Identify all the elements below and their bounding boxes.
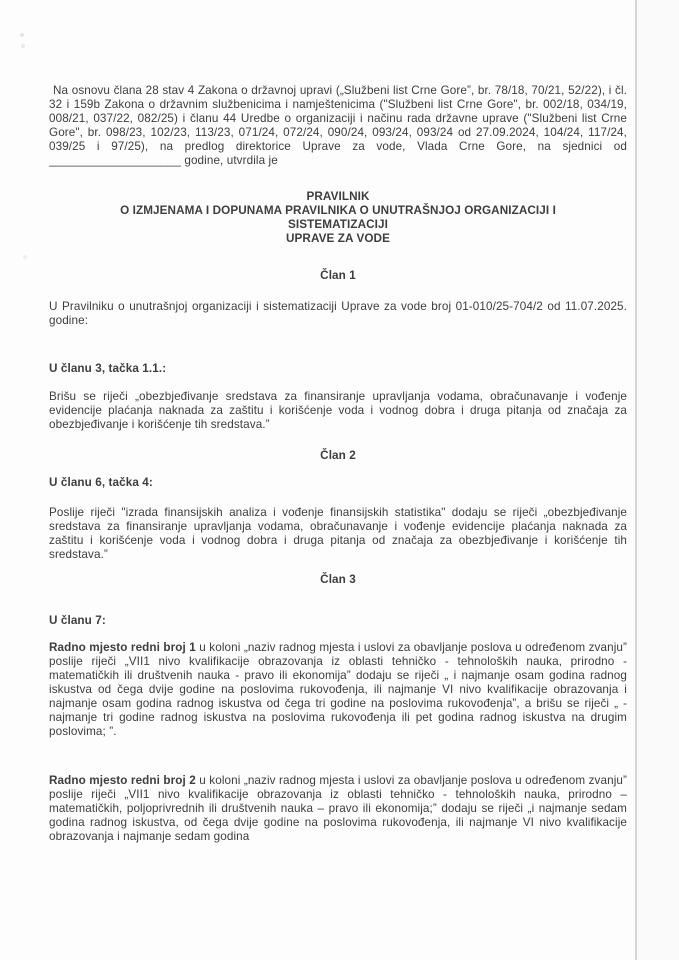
radno-mjesto-1-paragraph	[49, 641, 627, 739]
clan-3-heading: Član 3	[320, 573, 356, 586]
clan-1-intro: U Pravilniku o unutrašnjoj organizaciji i sistematizaciji Uprave za vode broj 01-010/25-704/2 od 11.07.2025. godine:	[49, 300, 627, 327]
title-line-pravilnik: PRAVILNIK	[306, 190, 370, 203]
scan-edge-strip	[637, 0, 679, 960]
clan-2-sub-heading: U članu 6, tačka 4:	[49, 476, 153, 489]
radno-mjesto-1-text: u koloni „naziv radnog mjesta i uslovi za obavljanje poslova u određenom zvanju” poslije riječi „VII1 nivo kvalifikacije obrazovanja iz oblasti tehničko - tehnoloških nauka, prirodno -matematičkih ili društvenih nauka - pravo ili ekonomija” dodaju se riječi „ i najmanje osam godina radnog iskustva od čega dvije godine na poslovima rukovođenja, ili najmanje VI nivo kvalifikacije obrazovanja i najmanje osam godina radnog iskustva od čega tri godine na poslovima rukovođenja”, a brišu se riječi „ -najmanje tri godine radnog iskustva na poslovima rukovođenja ili pet godina radnog iskustva na drugim poslovima; ”.	[49, 641, 627, 738]
clan-2-body: Poslije riječi "izrada finansijskih analiza i vođenje finansijskih statistika" dodaju se riječi „obezbjeđivanje sredstava za finansiranje upravljanja vodama, obračunavanje i vođenje evidencije plaćanja naknada za zaštitu i korišćenje voda i vodnog dobra i druga pitanja od značaja za obezbjeđivanje i korišćenje tih sredstava.”	[49, 506, 627, 561]
document-content	[49, 84, 627, 844]
radno-mjesto-2-lead: Radno mjesto redni broj 2	[49, 774, 196, 787]
radno-mjesto-1-lead: Radno mjesto redni broj 1	[49, 641, 196, 654]
radno-mjesto-2-text: u koloni „naziv radnog mjesta i uslovi za obavljanje poslova u određenom zvanju” poslije riječi „VII1 nivo kvalifikacije obrazovanja iz oblasti tehničko - tehnoloških nauka, prirodno –matematičkih, poljoprivrednih ili društvenih nauka – pravo ili ekonomija;” dodaju se riječi „i najmanje sedam godina radnog iskustva, od čega dvije godine na poslovima rukovođenja, ili najmanje VI nivo kvalifikacije obrazovanja i najmanje sedam godina	[49, 774, 627, 843]
page-edge	[635, 0, 637, 960]
document-title	[78, 190, 598, 246]
title-line-sistematizacija: SISTEMATIZACIJI	[288, 218, 388, 231]
title-line-izmjene: O IZMJENAMA I DOPUNAMA PRAVILNIKA O UNUTRAŠNJOJ ORGANIZACIJI I	[120, 204, 556, 217]
clan-2-heading: Član 2	[320, 449, 356, 462]
scan-artifact	[20, 33, 24, 37]
legal-preamble: Na osnovu člana 28 stav 4 Zakona o državnoj upravi („Službeni list Crne Gore”, br. 78/18, 70/21, 52/22), i čl. 32 i 159b Zakona o državnim službenicima i namještenicima ("Službeni list Crne Gore", br. 002/18, 034/19, 008/21, 037/22, 082/25) i članu 44 Uredbe o organizaciji i načinu rada državne uprave ("Službeni list Crne Gore", br. 098/23, 102/23, 113/23, 071/24, 072/24, 090/24, 093/24, 093/24 od 27.09.2024, 104/24, 117/24, 039/25 i 97/25), na predlog direktorice Uprave za vode, Vlada Crne Gore, na sjednici od ____________________ godine, utvrdila je	[49, 84, 627, 167]
clan-3-sub-heading: U članu 7:	[49, 614, 106, 627]
clan-1-heading: Član 1	[320, 269, 356, 282]
title-line-uprava: UPRAVE ZA VODE	[285, 232, 390, 245]
radno-mjesto-2-paragraph	[49, 774, 627, 844]
clan-1-sub-heading: U članu 3, tačka 1.1.:	[49, 362, 167, 375]
clan-1-body: Brišu se riječi „obezbjeđivanje sredstava za finansiranje upravljanja vodama, obračunavanje i vođenje evidencije plaćanja naknada za zaštitu i korišćenje voda i vodnog dobra i druga pitanja od značaja za obezbjeđivanje i korišćenje tih sredstava.”	[49, 390, 627, 431]
